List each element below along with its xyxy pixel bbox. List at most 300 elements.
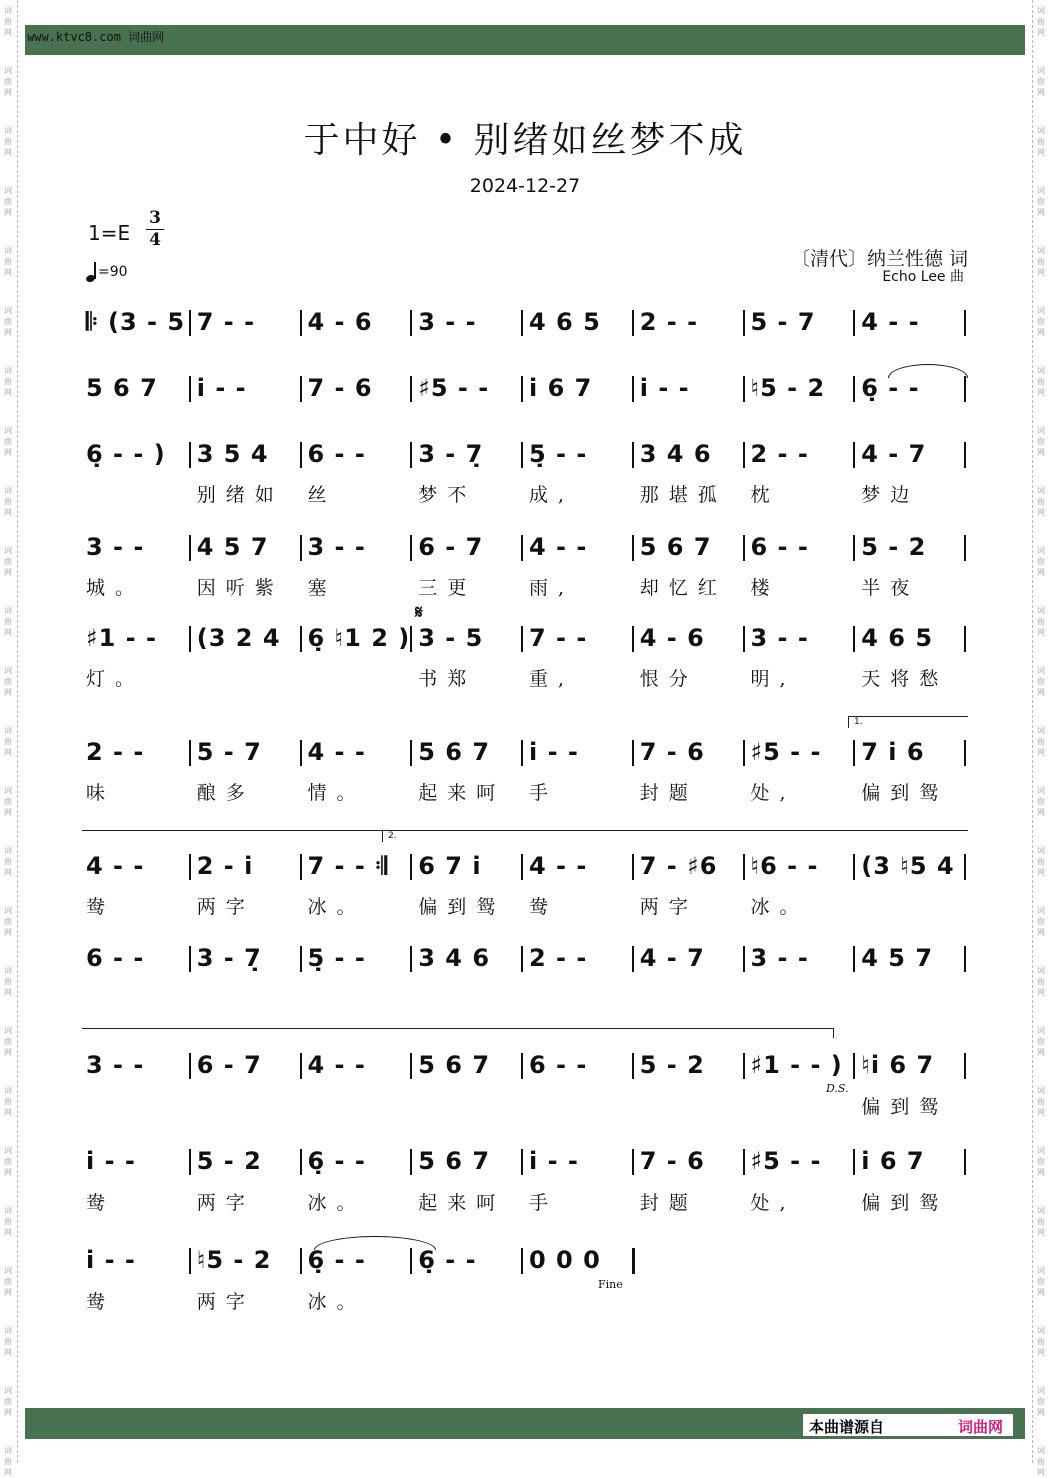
barline [410,740,412,766]
measure: 3 - 7̣ [418,440,484,468]
score-row [82,938,968,978]
barline [300,535,302,561]
measure: 4 6 5 [861,624,934,652]
lyric-text: 丝 [307,484,337,506]
barline [521,442,523,468]
measure: 3 5 4 [196,440,269,468]
barline [964,376,966,402]
measure: i̇ - - [86,1147,136,1175]
score-row [82,1240,968,1280]
barline [410,626,412,652]
lyrics-row [82,664,968,690]
lyric-text: 鸯 [86,896,116,918]
barline [300,854,302,880]
barline [300,376,302,402]
watermark-text: 词 曲 网 [4,1026,12,1057]
measure: 5 6 7 [418,738,491,766]
fine-mark: Fine [598,1278,623,1291]
watermark-text: 词 曲 网 [1037,6,1045,37]
score-row [82,1141,968,1181]
measure: 2 - - [750,440,809,468]
watermark-text: 词 曲 网 [4,846,12,877]
watermark-text: 词 曲 网 [4,1326,12,1357]
measure: 5 6 7 [86,374,158,402]
measure: 4 5 7 [861,944,934,972]
barline [410,376,412,402]
barline [410,946,412,972]
barline [632,946,634,972]
measure: 6 - - [529,1051,588,1079]
watermark-text: 词 曲 网 [4,1386,12,1417]
barline [300,1248,302,1274]
barline [632,1248,635,1274]
barline [853,946,855,972]
watermark-text: 词 曲 网 [4,906,12,937]
watermark-text: 词 曲 网 [4,1146,12,1177]
source-label: 本曲谱源自 [809,1418,885,1436]
watermark-text: 词 曲 网 [1037,906,1045,937]
tie-2 [314,1236,436,1250]
lyric-text: 冰。 [307,896,366,918]
measure: ♯1 - - [86,624,157,652]
measure: ♮6 - - [750,852,819,880]
measure: 5 6 7 [418,1147,491,1175]
lyric-text: 冰。 [307,1291,366,1313]
barline [632,376,634,402]
barline [410,442,412,468]
barline [189,626,191,652]
measure: 5̣ - - [307,944,366,972]
watermark-text: 词 曲 网 [4,1086,12,1117]
measure: 5̣ - - [529,440,588,468]
barline [964,1053,966,1079]
barline [410,1053,412,1079]
lyric-text: 封题 [639,782,698,804]
measure: i̇ - - [529,1147,579,1175]
barline [189,1149,191,1175]
composer-credit: Echo Lee 曲 [882,269,964,285]
watermark-text: 词 曲 网 [4,66,12,97]
score-row [82,434,968,474]
barline [300,740,302,766]
measure: 7 - - [529,624,588,652]
watermark-text: 词 曲 网 [1037,546,1045,577]
measure: (3 ♮5 4 [861,852,955,880]
lyric-text: 枕 [750,484,780,506]
barline [853,442,855,468]
lyrics-row [82,480,968,506]
measure: 4 - - [86,852,145,880]
barline [410,310,412,336]
watermark-text: 词 曲 网 [4,426,12,457]
lyric-text: 城。 [86,577,145,599]
lyric-text: 酿多 [196,782,255,804]
time-top: 3 [149,208,161,228]
barline [632,310,634,336]
watermark-text: 词 曲 网 [1037,1146,1045,1177]
barline [521,1248,523,1274]
barline [521,854,523,880]
barline [743,376,745,402]
watermark-text: 词 曲 网 [4,966,12,997]
measure: 6̣ - - [307,1246,366,1274]
top-banner [25,25,1025,55]
lyric-text: 手 [529,1192,559,1214]
measure: 6̣ - - [307,1147,366,1175]
barline [521,376,523,402]
lyric-text: 冰。 [307,1192,366,1214]
tempo-value: =90 [98,264,128,280]
barline [964,626,966,652]
watermark-text: 词 曲 网 [1037,426,1045,457]
watermark-text: 词 曲 网 [4,6,12,37]
site-url[interactable]: www.ktvc8.com 词曲网 [27,30,165,44]
measure: i̇ 6 7 [861,1147,925,1175]
watermark-text: 词 曲 网 [4,666,12,697]
lyric-text: 处, [750,782,796,804]
barline [189,376,191,402]
lyric-text: 天将愁 [861,668,949,690]
measure: 6̣ - - [418,1246,477,1274]
barline [189,946,191,972]
lyric-text: 鸯 [86,1291,116,1313]
barline [300,1149,302,1175]
measure: 6 - 7 [418,533,484,561]
measure: 5 - 2 [639,1051,705,1079]
measure: 7 - 6 [307,374,373,402]
measure: 6 - - [750,533,809,561]
measure: i̇ 6 7 [529,374,593,402]
lyric-text: 封题 [639,1192,698,1214]
measure: 7 - - 𝄇 [307,852,388,880]
measure: 3 - - [307,533,366,561]
watermark-text: 词 曲 网 [4,606,12,637]
barline [300,442,302,468]
measure: 3 - 7̣ [196,944,262,972]
lyric-text: 别绪如 [196,484,284,506]
measure: 4 - 7 [639,944,705,972]
score-row [82,302,968,342]
barline [300,626,302,652]
watermark-text: 词 曲 网 [1037,1026,1045,1057]
measure: 3 - - [86,533,145,561]
measure: 7 - 6 [639,738,705,766]
measure: 4 6 5 [529,308,601,336]
lyric-text: 三更 [418,577,477,599]
barline [300,1053,302,1079]
measure: i̇ - - [196,374,247,402]
lyric-text: 梦边 [861,484,920,506]
score-row [82,368,968,408]
measure: 3 - - [418,308,477,336]
barline [743,535,745,561]
lyric-text: 明, [750,668,796,690]
measure: 5 - 7 [750,308,816,336]
watermark-text: 词 曲 网 [4,1266,12,1297]
measure: 𝄆 (3 - 5 [86,308,186,336]
measure: 4 - - [307,738,366,766]
barline [743,626,745,652]
watermark-text: 词 曲 网 [1037,1266,1045,1297]
barline [964,310,966,336]
barline [743,946,745,972]
volta-bracket-1 [848,716,968,728]
ds-bracket [82,1028,834,1038]
barline [189,854,191,880]
measure: 4 5 7 [196,533,269,561]
lyric-text: 却忆红 [639,577,727,599]
lyric-text: 鸯 [529,896,559,918]
volta-1-label: 1. [854,717,863,727]
watermark-text: 词 曲 网 [1037,606,1045,637]
measure: 3 - - [750,624,809,652]
measure: 6 - 7 [196,1051,262,1079]
measure: 4 - 7 [861,440,927,468]
volta-bracket-2 [382,830,968,842]
measure: i̇ - - [86,1246,136,1274]
barline [521,535,523,561]
measure: 6̣ ♮1 2 ) [307,624,411,652]
measure: i̇ - - [529,738,579,766]
segno-sign: 𝄋 [415,602,423,623]
bottom-banner [25,1408,1025,1439]
measure: 6 7 i̇ [418,852,482,880]
measure: 5 - 2 [861,533,927,561]
lyric-text: 那堪孤 [639,484,727,506]
lyricist-credit: 〔清代〕纳兰性德 词 [790,248,968,270]
watermark-text: 词 曲 网 [4,306,12,337]
measure: i̇ - - [639,374,690,402]
measure: ♯1 - - ) [750,1051,843,1079]
lyric-text: 偏到鸳 [861,782,949,804]
lyric-text: 手 [529,782,559,804]
barline [521,1053,523,1079]
watermark-text: 词 曲 网 [1037,666,1045,697]
lyric-text: 偏到鸳 [861,1192,949,1214]
watermark-text: 词 曲 网 [4,366,12,397]
watermark-text: 词 曲 网 [4,486,12,517]
lyric-text: 起来呵 [418,782,506,804]
watermark-text: 词 曲 网 [4,546,12,577]
measure: ♮i̇ 6 7 [861,1051,935,1079]
lyric-text: 起来呵 [418,1192,506,1214]
barline [743,1149,745,1175]
lyric-text: 雨, [529,577,575,599]
watermark-text: 词 曲 网 [1037,246,1045,277]
score-row [82,527,968,567]
barline [964,946,966,972]
barline [189,535,191,561]
measure: 7 - 6 [639,1147,705,1175]
barline [632,626,634,652]
score-date: 2024-12-27 [469,175,581,197]
barline [743,442,745,468]
ds-mark: D.S. [826,1082,849,1095]
measure: (3 2 4 [196,624,281,652]
barline [300,310,302,336]
lyrics-row [82,892,968,918]
watermark-text: 词 曲 网 [1037,306,1045,337]
score-row [82,618,968,658]
time-bottom: 4 [149,230,161,250]
barline [410,1248,412,1274]
volta-2-label: 2. [388,831,397,841]
lyrics-row [82,1287,968,1313]
barline [743,854,745,880]
measure: ♯5 - - [750,738,822,766]
barline [743,310,745,336]
barline [964,1149,966,1175]
barline [964,442,966,468]
measure: 5 - 7 [196,738,262,766]
measure: 5 - 2 [196,1147,262,1175]
measure: 4 - 6 [307,308,373,336]
watermark-text: 词 曲 网 [1037,366,1045,397]
watermark-text: 词 曲 网 [1037,786,1045,817]
lyric-text: 偏到鸳 [418,896,506,918]
measure: 0 0 0 [529,1246,601,1274]
tie-1 [888,364,968,378]
watermark-text: 词 曲 网 [4,246,12,277]
barline [410,535,412,561]
measure: 4 - - [529,852,588,880]
measure: ♯5 - - [750,1147,822,1175]
watermark-text: 词 曲 网 [4,726,12,757]
watermark-text: 词 曲 网 [1037,846,1045,877]
lyrics-row [82,573,968,599]
measure: 3 - 5 [418,624,484,652]
barline [410,1149,412,1175]
barline [853,376,855,402]
lyric-text: 因听紫 [196,577,284,599]
watermark-text: 词 曲 网 [1037,126,1045,157]
lyric-text: 两字 [196,896,255,918]
measure: ♮5 - 2 [196,1246,272,1274]
barline [632,740,634,766]
watermark-text: 词 曲 网 [1037,66,1045,97]
key-signature: 1=E [88,221,131,245]
measure: 4 - - [529,533,588,561]
barline [853,1149,855,1175]
measure: 3 4 6 [639,440,712,468]
measure: 5 6 7 [639,533,712,561]
measure: 4 - - [861,308,920,336]
lyric-text: 半夜 [861,577,920,599]
measure: 3 4 6 [418,944,491,972]
measure: 7 - ♯6 [639,852,718,880]
barline [964,535,966,561]
measure: 6 - - [86,944,145,972]
barline [521,310,523,336]
lyric-text: 塞 [307,577,337,599]
lyric-text: 成, [529,484,575,506]
barline [853,626,855,652]
measure: ♮5 - 2 [750,374,826,402]
page-title: 于中好 • 别绪如丝梦不成 [303,120,747,161]
measure: 7 i̇ 6 [861,738,925,766]
source-link[interactable]: 词曲网 [957,1418,1003,1436]
barline [632,1149,634,1175]
lyric-text: 情。 [307,782,366,804]
barline [853,535,855,561]
barline [853,740,855,766]
measure: 2 - - [639,308,699,336]
barline [521,946,523,972]
lyric-text: 冰。 [750,896,809,918]
measure: 6 - - [307,440,366,468]
lyrics-row [82,778,968,804]
barline [743,740,745,766]
score-row [82,1045,968,1085]
watermark-text: 词 曲 网 [1037,1206,1045,1237]
barline [189,740,191,766]
barline [632,854,634,880]
score-row [82,846,968,886]
score-row [82,732,968,772]
barline [521,740,523,766]
barline [632,1053,634,1079]
measure: 4 - - [307,1051,366,1079]
lyric-text: 重, [529,668,575,690]
watermark-text: 词 曲 网 [1037,486,1045,517]
barline [853,1053,855,1079]
watermark-text: 词 曲 网 [4,1446,12,1477]
barline [964,854,966,880]
barline [853,854,855,880]
watermark-text: 词 曲 网 [1037,1446,1045,1477]
barline [189,310,191,336]
measure: 6̣ - - [861,374,920,402]
lyrics-row [82,1188,968,1214]
watermark-text: 词 曲 网 [1037,1326,1045,1357]
measure: 3 - - [750,944,809,972]
lyric-text: 梦不 [418,484,477,506]
measure: 2 - i̇ [196,852,254,880]
watermark-text: 词 曲 网 [4,786,12,817]
barline [964,740,966,766]
lyric-text: 偏到鸳 [861,1096,949,1118]
lyrics-row [82,1092,968,1118]
volta-bracket-2-line [82,830,382,842]
barline [189,1053,191,1079]
watermark-text: 词 曲 网 [1037,726,1045,757]
right-watermark-strip [1032,0,1050,1477]
watermark-text: 词 曲 网 [4,126,12,157]
lyric-text: 味 [86,782,116,804]
measure: 4 - 6 [639,624,705,652]
lyric-text: 处, [750,1192,796,1214]
measure: 3 - - [86,1051,145,1079]
barline [632,535,634,561]
watermark-text: 词 曲 网 [1037,1386,1045,1417]
lyric-text: 两字 [196,1291,255,1313]
lyric-text: 两字 [196,1192,255,1214]
watermark-text: 词 曲 网 [1037,1086,1045,1117]
watermark-text: 词 曲 网 [1037,186,1045,217]
barline [189,442,191,468]
measure: 5 6 7 [418,1051,491,1079]
measure: 7 - - [196,308,256,336]
lyric-text: 恨分 [639,668,698,690]
lyric-text: 书郑 [418,668,477,690]
barline [743,1053,745,1079]
lyric-text: 两字 [639,896,698,918]
lyric-text: 鸯 [86,1192,116,1214]
measure: 2 - - [86,738,145,766]
left-watermark-strip [0,0,18,1477]
source-box [803,1414,1013,1436]
barline [410,854,412,880]
